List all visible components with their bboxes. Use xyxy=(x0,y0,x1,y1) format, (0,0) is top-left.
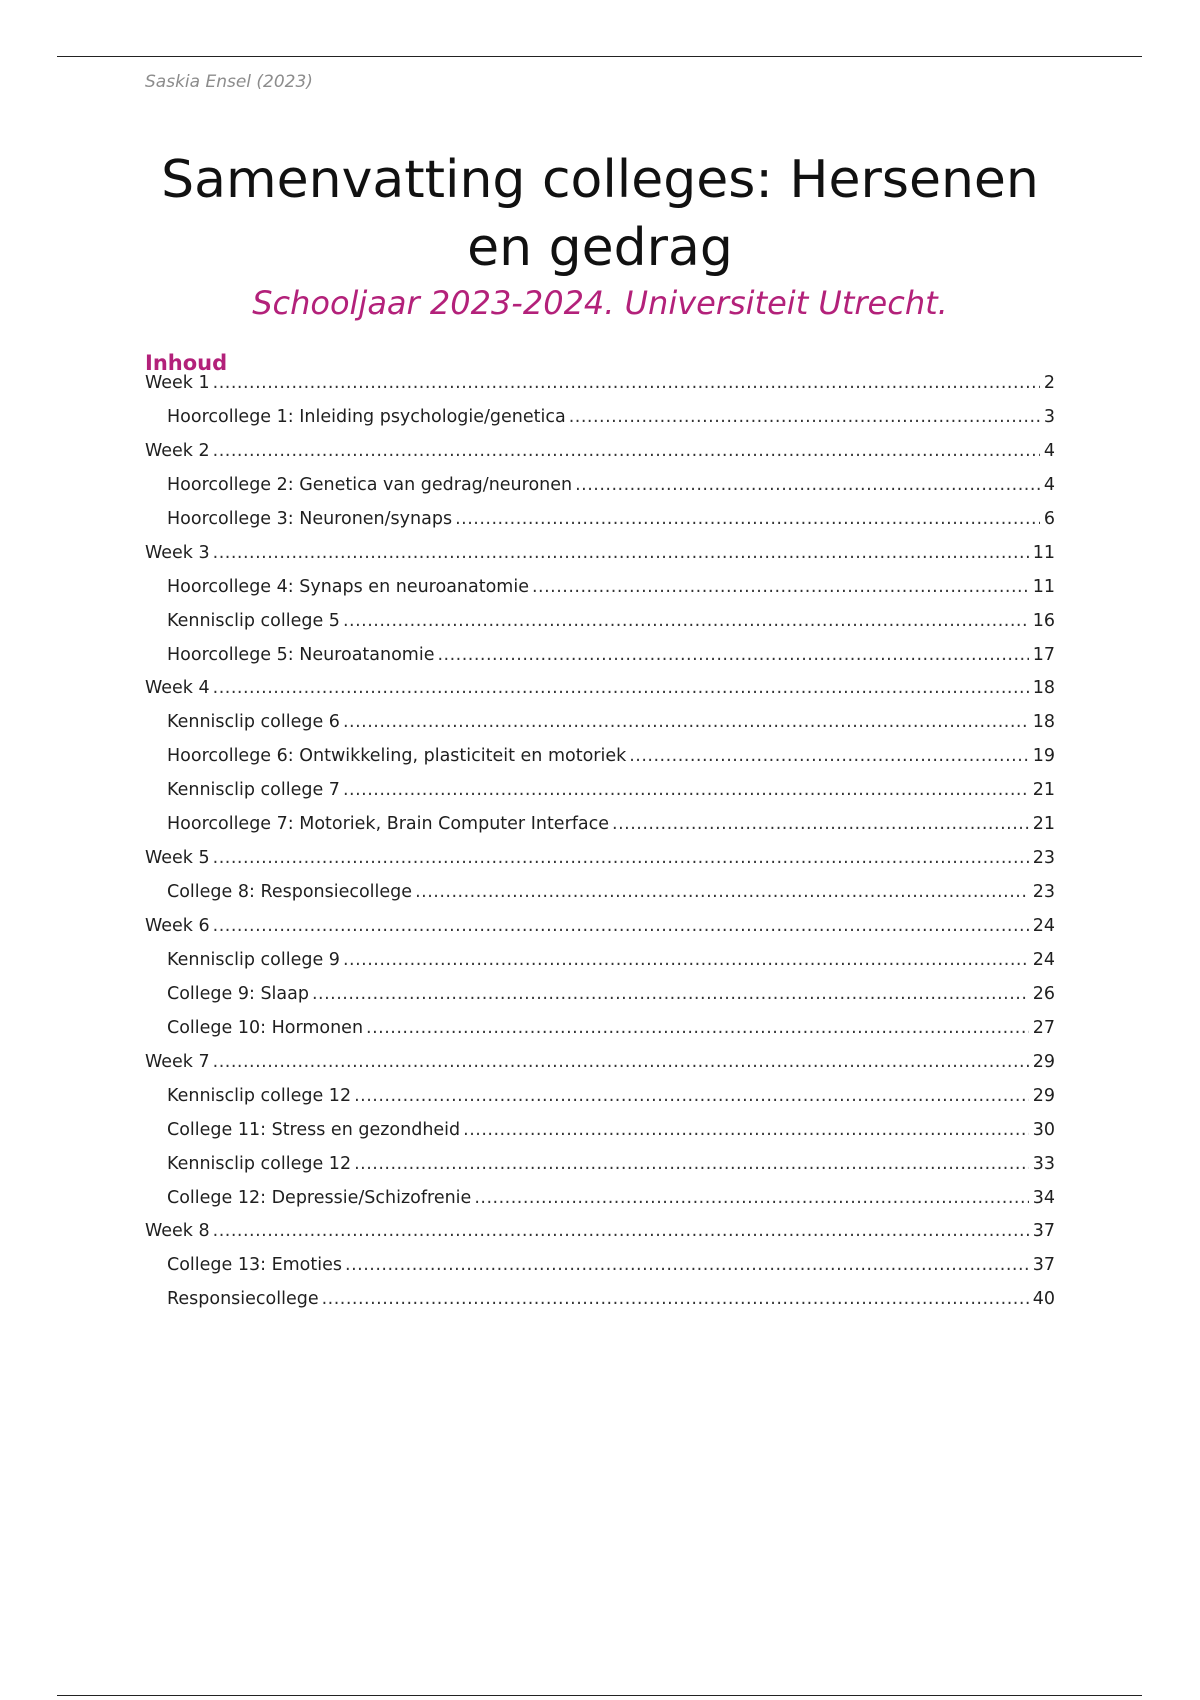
toc-dot-leader xyxy=(612,814,1029,834)
toc-entry-page-number: 29 xyxy=(1032,1085,1055,1106)
toc-entry-week[interactable] xyxy=(145,1221,1055,1255)
toc-entry-title: Kennisclip college 5 xyxy=(167,610,340,631)
toc-entry-title: Kennisclip college 6 xyxy=(167,712,340,733)
toc-dot-leader xyxy=(343,950,1029,970)
toc-entry-page-number: 4 xyxy=(1043,474,1055,495)
toc-entry-title: Week 8 xyxy=(145,1221,210,1242)
toc-entry-page-number: 40 xyxy=(1032,1289,1055,1310)
toc-dot-leader xyxy=(343,712,1029,732)
toc-entry-subsection[interactable] xyxy=(145,509,1055,543)
toc-entry-page-number: 11 xyxy=(1032,576,1055,597)
toc-entry-title: Hoorcollege 5: Neuroatanomie xyxy=(167,644,435,665)
toc-entry-subsection[interactable] xyxy=(145,712,1055,746)
toc-entry-page-number: 18 xyxy=(1032,712,1055,733)
toc-dot-leader xyxy=(213,373,1040,393)
toc-entry-title: Hoorcollege 2: Genetica van gedrag/neuronen xyxy=(167,474,573,495)
toc-entry-subsection[interactable] xyxy=(145,746,1055,780)
toc-entry-title: College 11: Stress en gezondheid xyxy=(167,1119,461,1140)
document-title xyxy=(145,146,1055,282)
toc-dot-leader xyxy=(213,678,1029,698)
document-subtitle: Schooljaar 2023-2024. Universiteit Utrecht. xyxy=(252,284,948,322)
toc-entry-subsection[interactable] xyxy=(145,1018,1055,1052)
toc-entry-subsection[interactable] xyxy=(145,1120,1055,1154)
toc-dot-leader xyxy=(322,1289,1029,1309)
toc-entry-title: Week 5 xyxy=(145,848,210,869)
toc-entry-title: Week 7 xyxy=(145,1051,210,1072)
toc-entry-subsection[interactable] xyxy=(145,882,1055,916)
toc-entry-title: College 12: Depressie/Schizofrenie xyxy=(167,1187,472,1208)
toc-entry-page-number: 23 xyxy=(1032,882,1055,903)
toc-entry-page-number: 18 xyxy=(1032,678,1055,699)
toc-dot-leader xyxy=(575,475,1040,495)
toc-entry-week[interactable] xyxy=(145,441,1055,475)
toc-entry-page-number: 11 xyxy=(1032,542,1055,563)
toc-entry-title: Week 6 xyxy=(145,916,210,936)
toc-entry-title: Week 1 xyxy=(145,373,210,393)
toc-dot-leader xyxy=(474,1188,1028,1208)
toc-entry-week[interactable] xyxy=(145,848,1055,882)
toc-entry-title: Hoorcollege 6: Ontwikkeling, plasticiteit en motoriek xyxy=(167,746,627,767)
document-title-line-1: Samenvatting colleges: Hersenen xyxy=(161,150,1039,210)
toc-entry-page-number: 33 xyxy=(1032,1153,1055,1174)
toc-entry-title: Kennisclip college 7 xyxy=(167,780,340,801)
toc-entry-subsection[interactable] xyxy=(145,1086,1055,1120)
toc-entry-page-number: 24 xyxy=(1032,916,1055,936)
toc-dot-leader xyxy=(213,916,1029,936)
toc-entry-title: College 10: Hormonen xyxy=(167,1017,364,1038)
toc-entry-subsection[interactable] xyxy=(145,1289,1055,1323)
toc-entry-title: Week 2 xyxy=(145,440,210,461)
toc-entry-subsection[interactable] xyxy=(145,475,1055,509)
toc-dot-leader xyxy=(343,780,1029,800)
toc-dot-leader xyxy=(213,543,1029,563)
toc-heading: Inhoud xyxy=(145,351,228,375)
toc-entry-subsection[interactable] xyxy=(145,577,1055,611)
toc-dot-leader xyxy=(366,1018,1029,1038)
toc-dot-leader xyxy=(629,746,1028,766)
toc-dot-leader xyxy=(415,882,1029,902)
toc-entry-subsection[interactable] xyxy=(145,814,1055,848)
toc-entry-title: Hoorcollege 7: Motoriek, Brain Computer Interface xyxy=(167,814,610,835)
toc-entry-title: Hoorcollege 3: Neuronen/synaps xyxy=(167,508,453,529)
header-rule xyxy=(57,56,1142,57)
toc-entry-page-number: 17 xyxy=(1032,644,1055,665)
toc-entry-title: Kennisclip college 12 xyxy=(167,1085,352,1106)
toc-entry-subsection[interactable] xyxy=(145,407,1055,441)
toc-entry-title: Kennisclip college 9 xyxy=(167,949,340,970)
toc-entry-title: College 13: Emoties xyxy=(167,1255,342,1276)
toc-entry-subsection[interactable] xyxy=(145,1188,1055,1222)
toc-entry-title: Week 3 xyxy=(145,542,210,563)
toc-entry-subsection[interactable] xyxy=(145,780,1055,814)
toc-entry-week[interactable] xyxy=(145,373,1055,407)
toc-entry-page-number: 37 xyxy=(1032,1255,1055,1276)
toc-dot-leader xyxy=(354,1086,1029,1106)
toc-entry-page-number: 34 xyxy=(1032,1187,1055,1208)
toc-entry-title: Week 4 xyxy=(145,678,210,699)
toc-dot-leader xyxy=(213,1052,1029,1072)
toc-entry-page-number: 6 xyxy=(1043,508,1055,529)
toc-dot-leader xyxy=(213,441,1040,461)
toc-dot-leader xyxy=(354,1154,1029,1174)
toc-entry-page-number: 21 xyxy=(1032,814,1055,835)
toc-entry-subsection[interactable] xyxy=(145,1154,1055,1188)
toc-entry-page-number: 23 xyxy=(1032,848,1055,869)
toc-entry-page-number: 2 xyxy=(1043,373,1055,393)
toc-entry-title: College 8: Responsiecollege xyxy=(167,882,413,903)
toc-entry-page-number: 26 xyxy=(1032,983,1055,1004)
toc-entry-page-number: 21 xyxy=(1032,780,1055,801)
toc-entry-title: Hoorcollege 1: Inleiding psychologie/genetica xyxy=(167,406,566,427)
toc-entry-subsection[interactable] xyxy=(145,1255,1055,1289)
toc-entry-page-number: 19 xyxy=(1032,746,1055,767)
toc-entry-page-number: 30 xyxy=(1032,1119,1055,1140)
toc-entry-title: College 9: Slaap xyxy=(167,983,309,1004)
table-of-contents xyxy=(145,373,1055,1323)
document-title-line-2: en gedrag xyxy=(467,218,733,278)
toc-entry-subsection[interactable] xyxy=(145,645,1055,679)
toc-entry-page-number: 29 xyxy=(1032,1051,1055,1072)
toc-dot-leader xyxy=(437,645,1028,665)
toc-dot-leader xyxy=(213,1221,1029,1241)
footer-rule xyxy=(57,1695,1142,1696)
toc-entry-subsection[interactable] xyxy=(145,611,1055,645)
toc-entry-week[interactable] xyxy=(145,678,1055,712)
toc-entry-week[interactable] xyxy=(145,1052,1055,1086)
toc-entry-title: Responsiecollege xyxy=(167,1289,319,1310)
toc-dot-leader xyxy=(345,1255,1029,1275)
toc-entry-page-number: 27 xyxy=(1032,1017,1055,1038)
toc-dot-leader xyxy=(455,509,1040,529)
toc-entry-page-number: 4 xyxy=(1043,440,1055,461)
toc-entry-week[interactable] xyxy=(145,916,1055,950)
toc-entry-subsection[interactable] xyxy=(145,984,1055,1018)
toc-dot-leader xyxy=(532,577,1029,597)
toc-entry-page-number: 37 xyxy=(1032,1221,1055,1242)
toc-entry-page-number: 24 xyxy=(1032,949,1055,970)
toc-dot-leader xyxy=(213,848,1029,868)
toc-entry-subsection[interactable] xyxy=(145,950,1055,984)
toc-dot-leader xyxy=(312,984,1029,1004)
header-author: Saskia Ensel (2023) xyxy=(145,72,313,92)
toc-entry-title: Hoorcollege 4: Synaps en neuroanatomie xyxy=(167,576,529,597)
toc-dot-leader xyxy=(343,611,1029,631)
toc-dot-leader xyxy=(463,1120,1029,1140)
toc-dot-leader xyxy=(569,407,1040,427)
toc-entry-page-number: 3 xyxy=(1043,406,1055,427)
toc-entry-week[interactable] xyxy=(145,543,1055,577)
toc-entry-title: Kennisclip college 12 xyxy=(167,1153,352,1174)
toc-entry-page-number: 16 xyxy=(1032,610,1055,631)
